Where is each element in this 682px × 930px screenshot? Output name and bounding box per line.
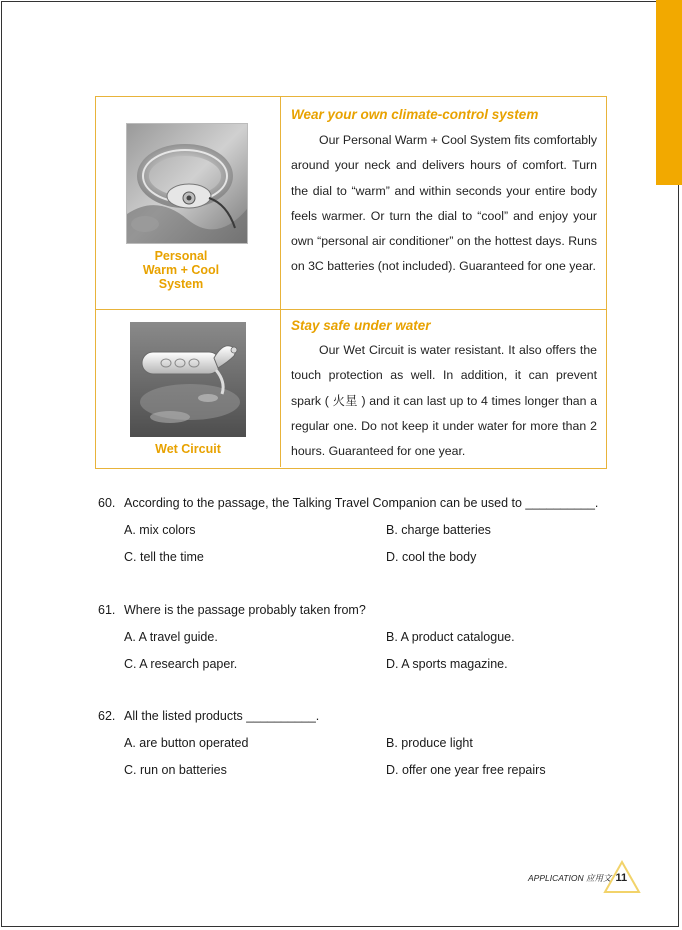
question-number: 61. [98,603,116,617]
product-description: Our Personal Warm + Cool System fits comfortably around your neck and delivers hours of comfort. Turn the dial to “warm” and within seconds your entire body feels warmer. Or turn the dial to “cool” and enjoy your own “personal air conditioner” on the hottest days. Runs on 3C batteries (not included). Guaranteed for one year. [291,133,598,274]
triangle-icon [603,860,641,894]
page-number: 11 [615,872,628,884]
product-heading: Stay safe under water [291,318,431,333]
option-d: D. A sports magazine. [386,657,508,671]
option-d: D. offer one year free repairs [386,763,546,777]
question-number: 62. [98,709,116,723]
option-b: B. A product catalogue. [386,630,515,644]
product-caption [96,442,280,456]
product-description: Our Wet Circuit is water resistant. It also offers the touch protection as well. In addition, it can prevent spark ( 火星 ) and it can last up to 4 times longer than a regular one. Do not keep it under water for more than 2 hours. Guaranteed for one year. [291,343,597,459]
option-a: A. A travel guide. [124,630,218,644]
product-description-cell [281,309,606,467]
warm-cool-system-photo [126,123,248,244]
chapter-tab [656,0,682,185]
option-c: C. A research paper. [124,657,238,671]
question-text: Where is the passage probably taken from? [124,603,366,617]
option-c: C. run on batteries [124,763,227,777]
product-image-cell [96,97,281,309]
question-stem [98,496,598,510]
question-text: According to the passage, the Talking Travel Companion can be used to __________. [124,496,599,510]
product-table [95,96,607,469]
option-c: C. tell the time [124,550,204,564]
product-row [96,309,606,467]
question-stem [98,709,319,723]
wet-circuit-photo [130,322,246,437]
caption-line: System [158,277,204,291]
product-row [96,97,606,310]
footer-section-label: APPLICATION 应用文 [528,873,612,883]
question-stem [98,603,366,617]
product-heading: Wear your own climate-control system [291,107,539,122]
caption-line: Warm + Cool [142,263,220,277]
product-description-cell [281,97,606,309]
option-a: A. are button operated [124,736,249,750]
caption-line: Wet Circuit [155,442,221,456]
question-text: All the listed products __________. [124,709,320,723]
question-number: 60. [98,496,116,510]
option-b: B. produce light [386,736,473,750]
product-image-cell [96,309,281,467]
product-caption [96,249,266,291]
option-b: B. charge batteries [386,523,491,537]
caption-line: Personal [154,249,208,263]
option-a: A. mix colors [124,523,196,537]
option-d: D. cool the body [386,550,477,564]
